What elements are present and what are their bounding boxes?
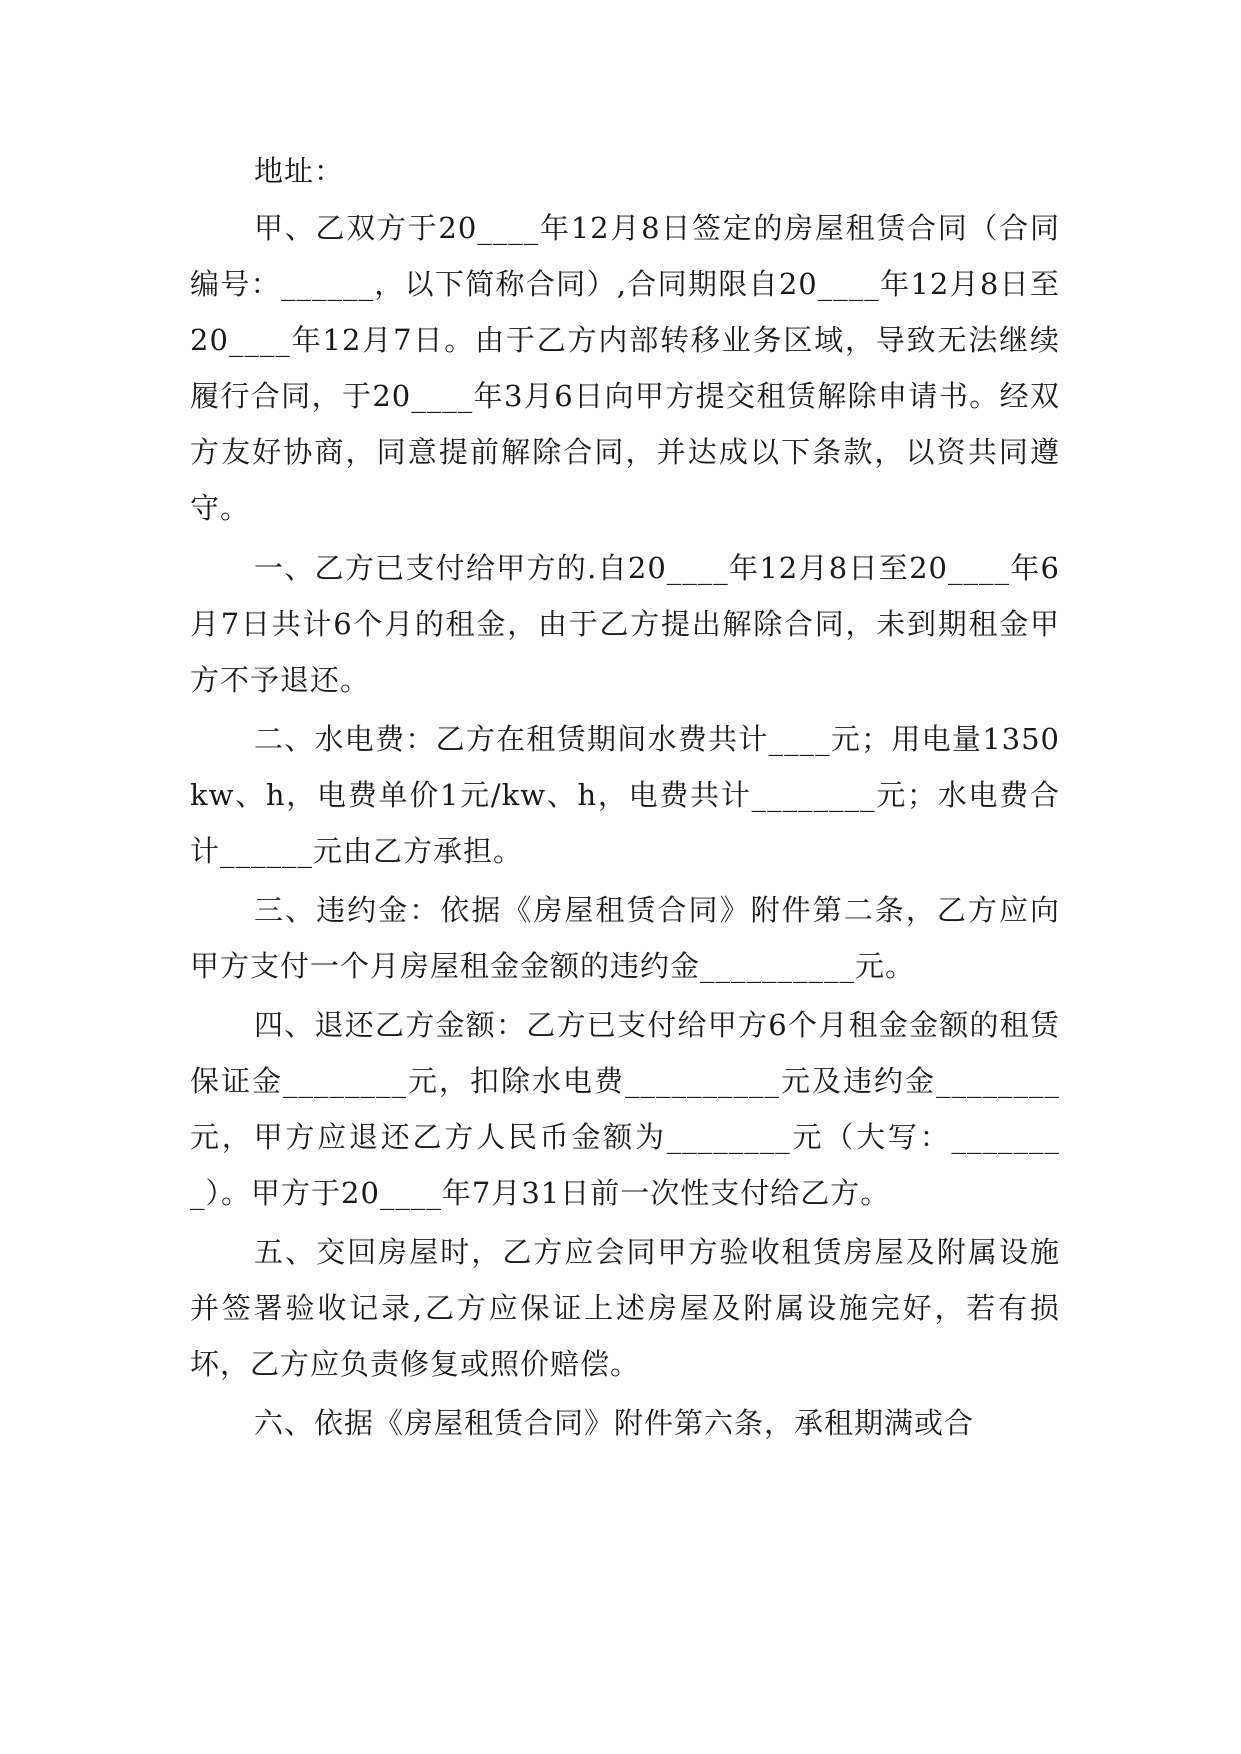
document-body	[190, 143, 1060, 1451]
clause-6: 六、依据《房屋租赁合同》附件第六条，承租期满或合	[254, 1406, 975, 1440]
clause-3: 三、违约金：依据《房屋租赁合同》附件第二条，乙方应向甲方支付一个月房屋租金金额的违约金__________元。	[190, 893, 1060, 983]
clause-5: 五、交回房屋时，乙方应会同甲方验收租赁房屋及附属设施并签署验收记录,乙方应保证上述房屋及附属设施完好，若有损坏，乙方应负责修复或照价赔偿。	[190, 1235, 1060, 1381]
clause-1: 一、乙方已支付给甲方的.自20____年12月8日至20____年6月7日共计6个月的租金，由于乙方提出解除合同，未到期租金甲方不予退还。	[190, 551, 1060, 697]
paragraph-intro: 甲、乙双方于20____年12月8日签定的房屋租赁合同（合同编号：______，以下简称合同）,合同期限自20____年12月8日至20____年12月7日。由于乙方内部转移业务区域，导致无法继续履行合同，于20____年3月6日向甲方提交租赁解除申请书。经双方友好协商，同意提前解除合同，并达成以下条款，以资共同遵守。	[190, 211, 1060, 525]
address-line: 地址：	[254, 154, 345, 188]
clause-4: 四、退还乙方金额：乙方已支付给甲方6个月租金金额的租赁保证金________元，扣除水电费__________元及违约金________元，甲方应退还乙方人民币金额为________元（大写：________）。甲方于20____年7月31日前一次性支付给乙方。	[190, 1008, 1060, 1210]
clause-2: 二、水电费：乙方在租赁期间水费共计____元；用电量1350kw、h，电费单价1元/kw、h，电费共计________元；水电费合计______元由乙方承担。	[190, 722, 1060, 868]
